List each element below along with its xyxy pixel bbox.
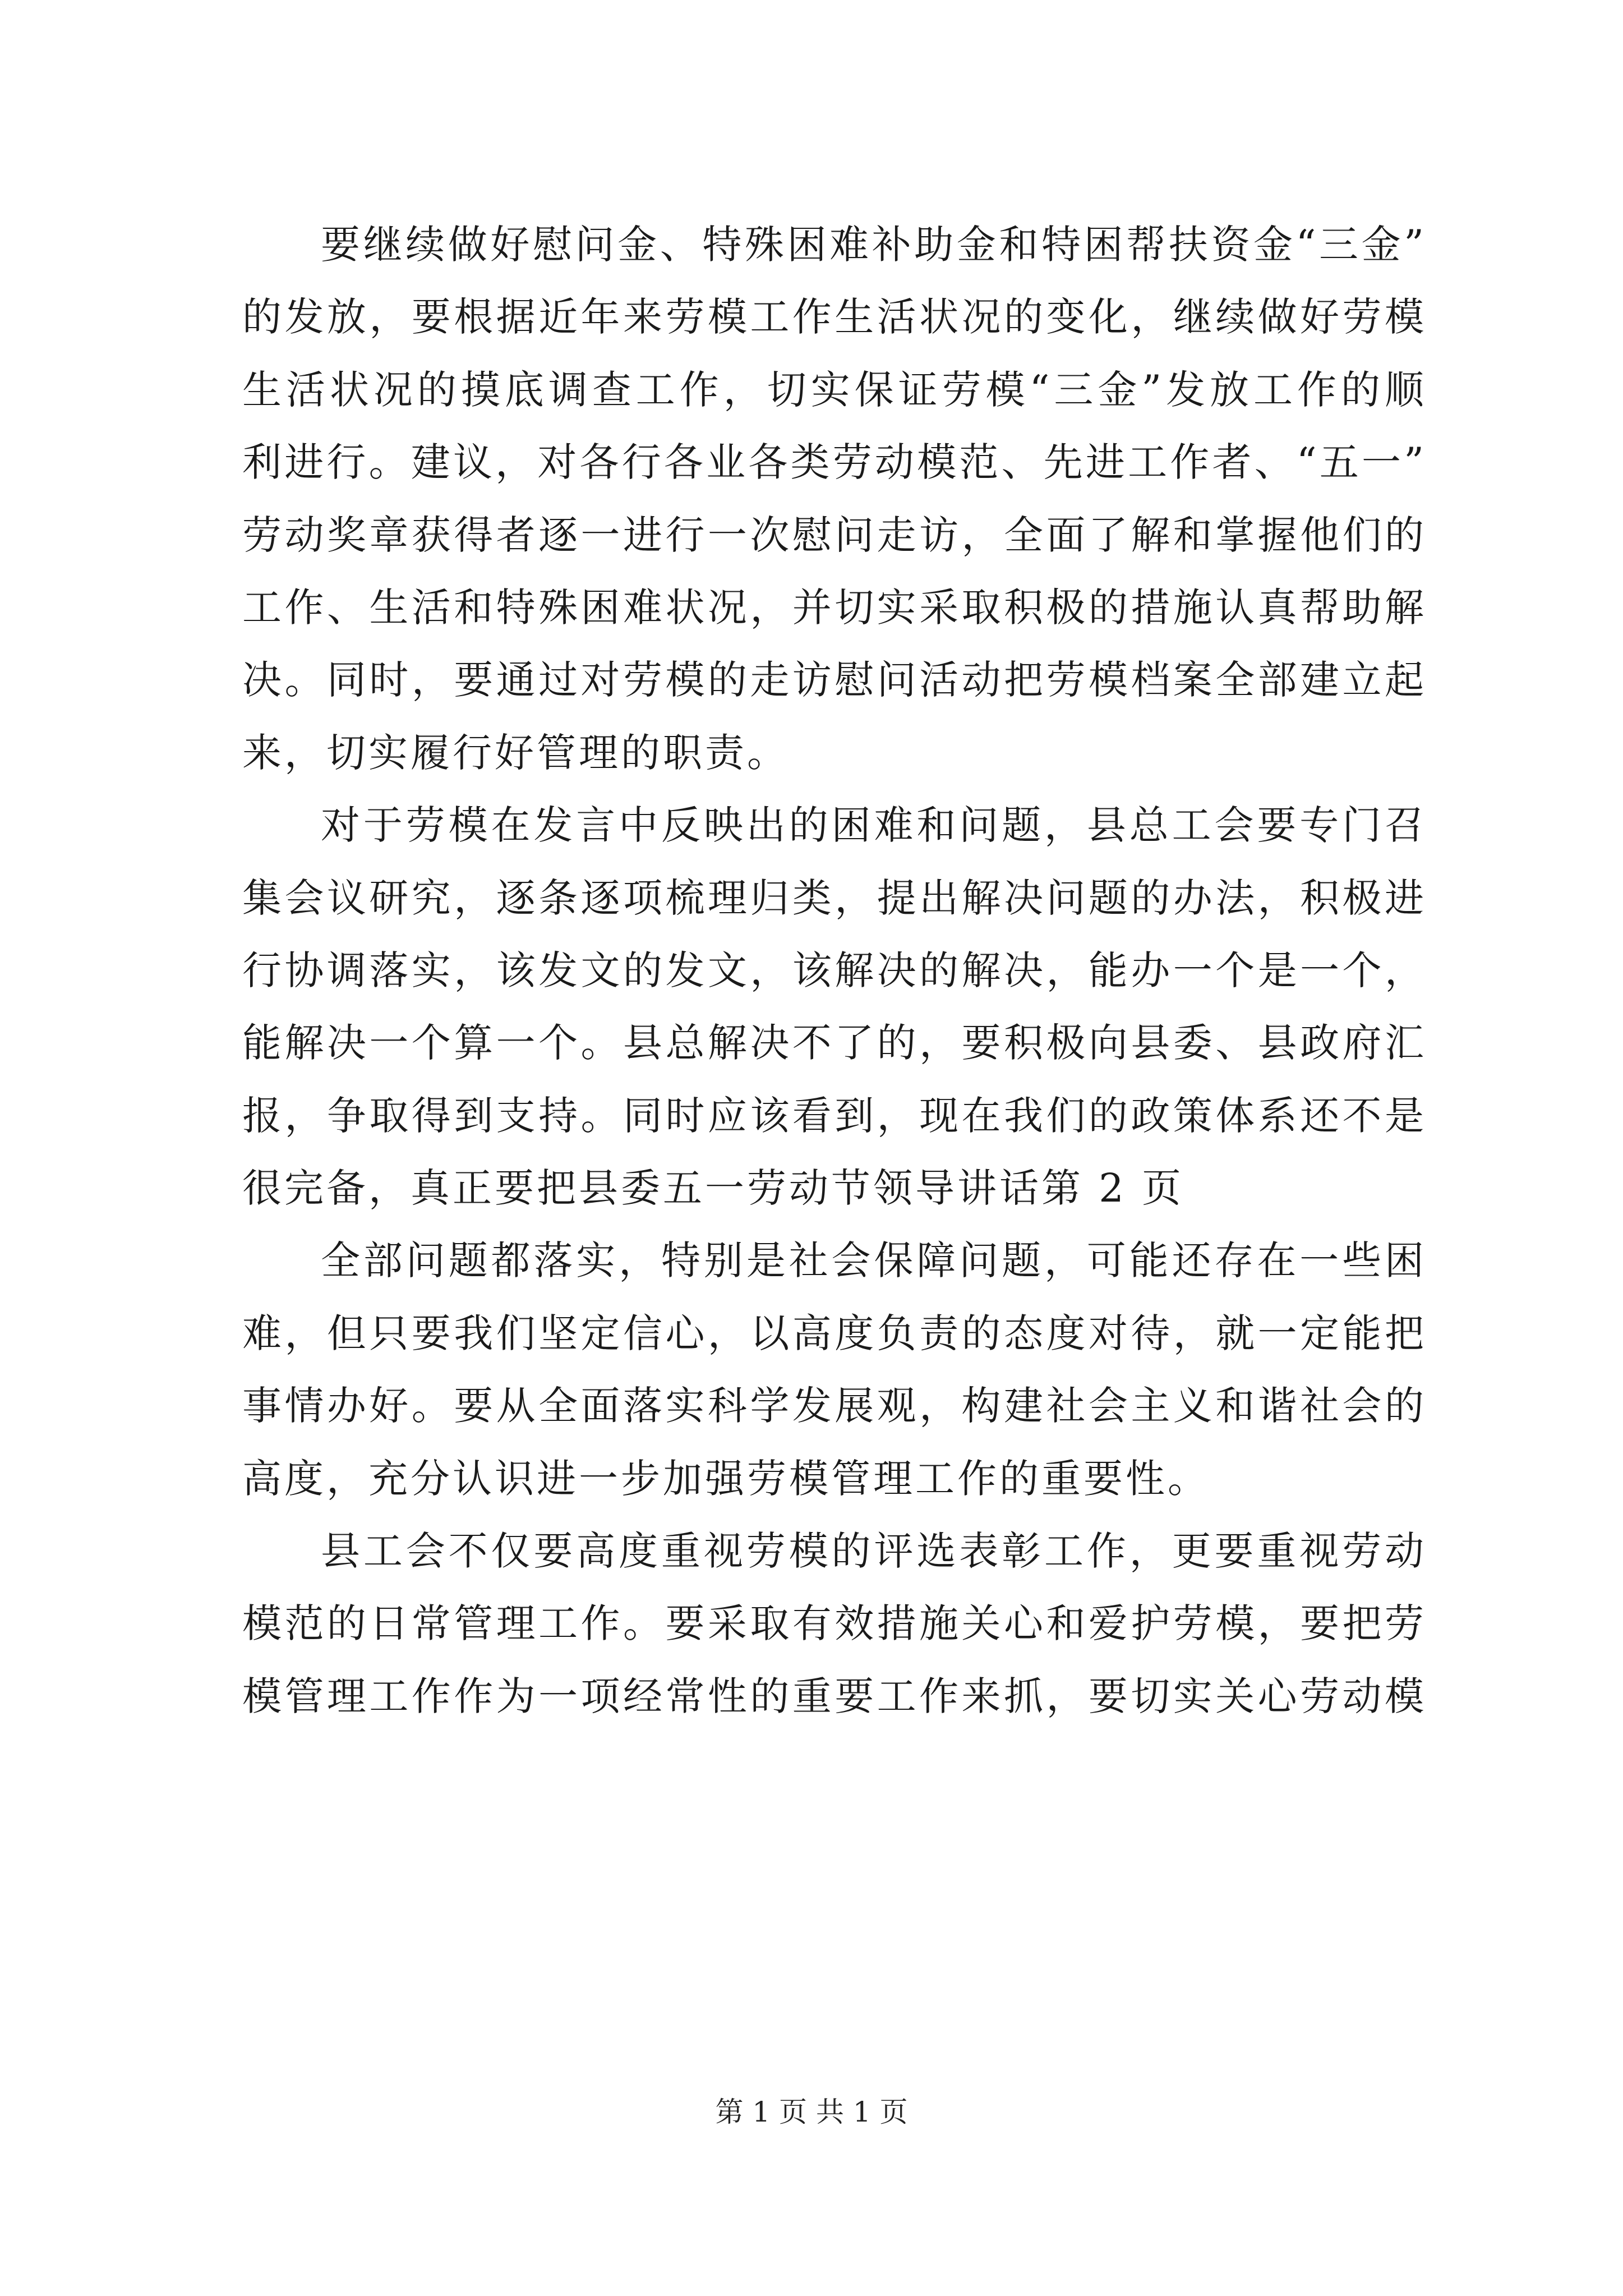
text-line: 集会议研究，逐条逐项梳理归类，提出解决问题的办法，积极进 bbox=[242, 875, 1427, 921]
paragraph-3 bbox=[242, 1225, 1427, 1515]
text-line: 对于劳模在发言中反映出的困难和问题，县总工会要专门召 bbox=[321, 802, 1427, 849]
text-line: 行协调落实，该发文的发文，该解决的解决，能办一个是一个， bbox=[242, 947, 1427, 993]
text-line: 生活状况的摸底调查工作，切实保证劳模“三金”发放工作的顺 bbox=[242, 366, 1427, 413]
text-line: 劳动奖章获得者逐一进行一次慰问走访，全面了解和掌握他们的 bbox=[242, 512, 1427, 558]
text-line: 能解决一个算一个。县总解决不了的，要积极向县委、县政府汇 bbox=[242, 1020, 1427, 1066]
text-line: 模管理工作作为一项经常性的重要工作来抓，要切实关心劳动模 bbox=[242, 1673, 1427, 1719]
text-line: 的发放，要根据近年来劳模工作生活状况的变化，继续做好劳模 bbox=[242, 294, 1427, 341]
text-line: 要继续做好慰问金、特殊困难补助金和特困帮扶资金“三金” bbox=[321, 222, 1427, 268]
text-line: 事情办好。要从全面落实科学发展观，构建社会主义和谐社会的 bbox=[242, 1383, 1427, 1429]
text-line: 报，争取得到支持。同时应该看到，现在我们的政策体系还不是 bbox=[242, 1092, 1427, 1139]
text-line: 高度，充分认识进一步加强劳模管理工作的重要性。 bbox=[242, 1455, 1210, 1502]
paragraph-1 bbox=[242, 209, 1427, 789]
paragraph-2 bbox=[242, 789, 1427, 1225]
document-body bbox=[242, 209, 1427, 1733]
text-line: 全部问题都落实，特别是社会保障问题，可能还存在一些困 bbox=[321, 1237, 1427, 1284]
text-line: 模范的日常管理工作。要采取有效措施关心和爱护劳模，要把劳 bbox=[242, 1600, 1427, 1647]
text-line: 很完备，真正要把县委五一劳动节领导讲话第 2 页 bbox=[242, 1165, 1184, 1212]
page-number-label: 第 1 页 共 1 页 bbox=[715, 2096, 908, 2128]
text-line: 难，但只要我们坚定信心，以高度负责的态度对待，就一定能把 bbox=[242, 1310, 1427, 1356]
paragraph-4 bbox=[242, 1515, 1427, 1733]
text-line: 工作、生活和特殊困难状况，并切实采取积极的措施认真帮助解 bbox=[242, 584, 1427, 631]
page-footer bbox=[0, 2095, 1623, 2129]
text-line: 县工会不仅要高度重视劳模的评选表彰工作，更要重视劳动 bbox=[321, 1528, 1427, 1575]
text-line: 利进行。建议，对各行各业各类劳动模范、先进工作者、“五一” bbox=[242, 439, 1427, 486]
text-line: 决。同时，要通过对劳模的走访慰问活动把劳模档案全部建立起 bbox=[242, 657, 1427, 703]
text-line: 来，切实履行好管理的职责。 bbox=[242, 729, 789, 776]
